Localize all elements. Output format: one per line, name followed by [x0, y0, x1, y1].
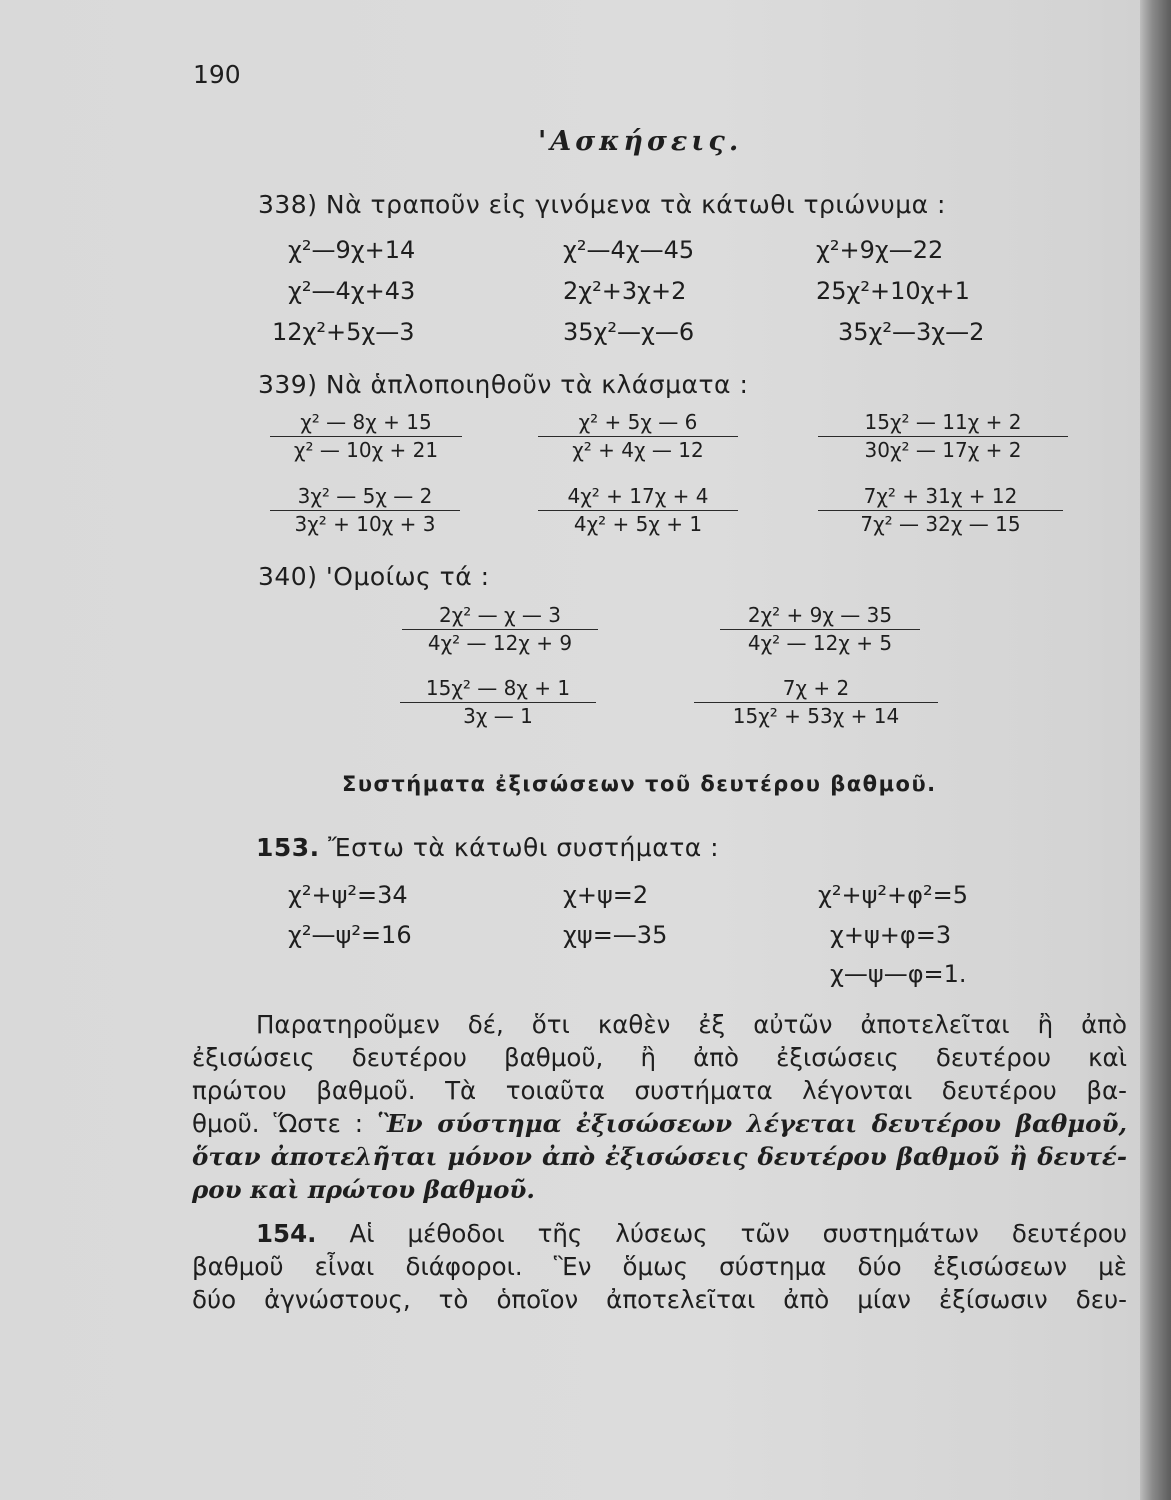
- trinomial: 35χ²—3χ—2: [838, 318, 985, 346]
- system-equation: χ²+ψ²=34: [288, 881, 408, 909]
- fraction: [538, 484, 738, 536]
- fraction-numerator: χ² + 5χ — 6: [538, 410, 738, 437]
- paragraph-line: [192, 1107, 1127, 1140]
- section-number: 154.: [256, 1219, 317, 1248]
- section-153-paragraph: [192, 1008, 1127, 1206]
- exercise-339-heading: 339) Νὰ ἁπλοποιηθοῦν τὰ κλάσματα :: [258, 370, 749, 399]
- fraction-denominator: 4χ² — 12χ + 9: [427, 631, 573, 655]
- system-equation: χ—ψ—φ=1.: [830, 960, 967, 988]
- system-equation: χψ=—35: [563, 921, 668, 949]
- trinomial: χ²+9χ—22: [816, 236, 944, 264]
- definition-line: ὅταν ἀποτελῆται μόνον ἀπὸ ἐξισώσεις δευτέρου βαθμοῦ ἢ δευτέ-: [192, 1142, 1127, 1171]
- fraction-numerator: 2χ² — χ — 3: [402, 603, 598, 630]
- section-intro-text: Ἔστω τὰ κάτωθι συστήματα :: [328, 833, 720, 862]
- section-154-paragraph: [192, 1217, 1127, 1316]
- trinomial: χ²—4χ+43: [288, 277, 416, 305]
- fraction-denominator: 3χ — 1: [463, 704, 533, 728]
- system-equation: χ²—ψ²=16: [288, 921, 412, 949]
- fraction-numerator: 7χ + 2: [694, 676, 938, 703]
- subsection-title: Συστήματα ἐξισώσεων τοῦ δευτέρου βαθμοῦ.: [342, 772, 937, 796]
- fraction-denominator: 15χ² + 53χ + 14: [732, 704, 900, 728]
- trinomial: 25χ²+10χ+1: [816, 277, 970, 305]
- system-equation: χ+ψ+φ=3: [830, 921, 952, 949]
- section-153-intro: [256, 833, 719, 862]
- fraction: [538, 410, 738, 462]
- trinomial: 12χ²+5χ—3: [272, 318, 415, 346]
- definition-text: Ἓν σύστημα ἐξισώσεων λέγεται δευτέρου βαθμοῦ,: [376, 1109, 1127, 1138]
- fraction-numerator: 15χ² — 8χ + 1: [400, 676, 596, 703]
- fraction-numerator: 2χ² + 9χ — 35: [720, 603, 920, 630]
- fraction-denominator: 30χ² — 17χ + 2: [864, 438, 1022, 462]
- paragraph-line: πρώτου βαθμοῦ. Τὰ τοιαῦτα συστήματα λέγονται δευτέρου βα-: [192, 1076, 1127, 1105]
- trinomial: 2χ²+3χ+2: [563, 277, 687, 305]
- fraction: [818, 484, 1063, 536]
- fraction-numerator: 3χ² — 5χ — 2: [270, 484, 460, 511]
- fraction-denominator: 4χ² — 12χ + 5: [747, 631, 893, 655]
- page-number: 190: [193, 60, 241, 89]
- fraction: [400, 676, 596, 728]
- paragraph-line: [192, 1217, 1127, 1250]
- section-title: 'Ασκήσεις.: [538, 126, 743, 157]
- fraction: [720, 603, 920, 655]
- fraction-numerator: 4χ² + 17χ + 4: [538, 484, 738, 511]
- paragraph-line: ἐξισώσεις δευτέρου βαθμοῦ, ἢ ἀπὸ ἐξισώσεις δευτέρου καὶ: [192, 1043, 1127, 1072]
- fraction: [818, 410, 1068, 462]
- exercise-338-heading: 338) Νὰ τραποῦν εἰς γινόμενα τὰ κάτωθι τριώνυμα :: [258, 190, 946, 219]
- fraction-numerator: 15χ² — 11χ + 2: [818, 410, 1068, 437]
- exercise-340-heading: 340) 'Ομοίως τά :: [258, 562, 490, 591]
- fraction: [270, 484, 460, 536]
- fraction-numerator: χ² — 8χ + 15: [270, 410, 462, 437]
- book-spine-shadow: [1140, 0, 1171, 1500]
- definition-line: ρου καὶ πρώτου βαθμοῦ.: [192, 1175, 535, 1204]
- system-equation: χ+ψ=2: [563, 881, 649, 909]
- paragraph-text: θμοῦ. Ὥστε :: [192, 1109, 377, 1138]
- section-number: 153.: [256, 833, 320, 862]
- system-equation: χ²+ψ²+φ²=5: [818, 881, 968, 909]
- paragraph-line: βαθμοῦ εἶναι διάφοροι. Ἓν ὅμως σύστημα δύο ἐξισώσεων μὲ: [192, 1252, 1127, 1281]
- paragraph-line: Παρατηροῦμεν δέ, ὅτι καθὲν ἐξ αὐτῶν ἀποτελεῖται ἢ ἀπὸ: [256, 1010, 1127, 1039]
- fraction: [402, 603, 598, 655]
- fraction-denominator: χ² + 4χ — 12: [572, 438, 704, 462]
- paragraph-line: δύο ἀγνώστους, τὸ ὁποῖον ἀποτελεῖται ἀπὸ μίαν ἐξίσωσιν δευ-: [192, 1285, 1127, 1314]
- fraction-denominator: 4χ² + 5χ + 1: [573, 512, 703, 536]
- fraction-numerator: 7χ² + 31χ + 12: [818, 484, 1063, 511]
- fraction: [694, 676, 938, 728]
- trinomial: χ²—4χ—45: [563, 236, 695, 264]
- paragraph-text: Αἱ μέθοδοι τῆς λύσεως τῶν συστημάτων δευτέρου: [316, 1219, 1127, 1248]
- trinomial: χ²—9χ+14: [288, 236, 416, 264]
- fraction: [270, 410, 462, 462]
- trinomial: 35χ²—χ—6: [563, 318, 695, 346]
- fraction-denominator: 3χ² + 10χ + 3: [294, 512, 436, 536]
- fraction-denominator: χ² — 10χ + 21: [293, 438, 439, 462]
- fraction-denominator: 7χ² — 32χ — 15: [860, 512, 1021, 536]
